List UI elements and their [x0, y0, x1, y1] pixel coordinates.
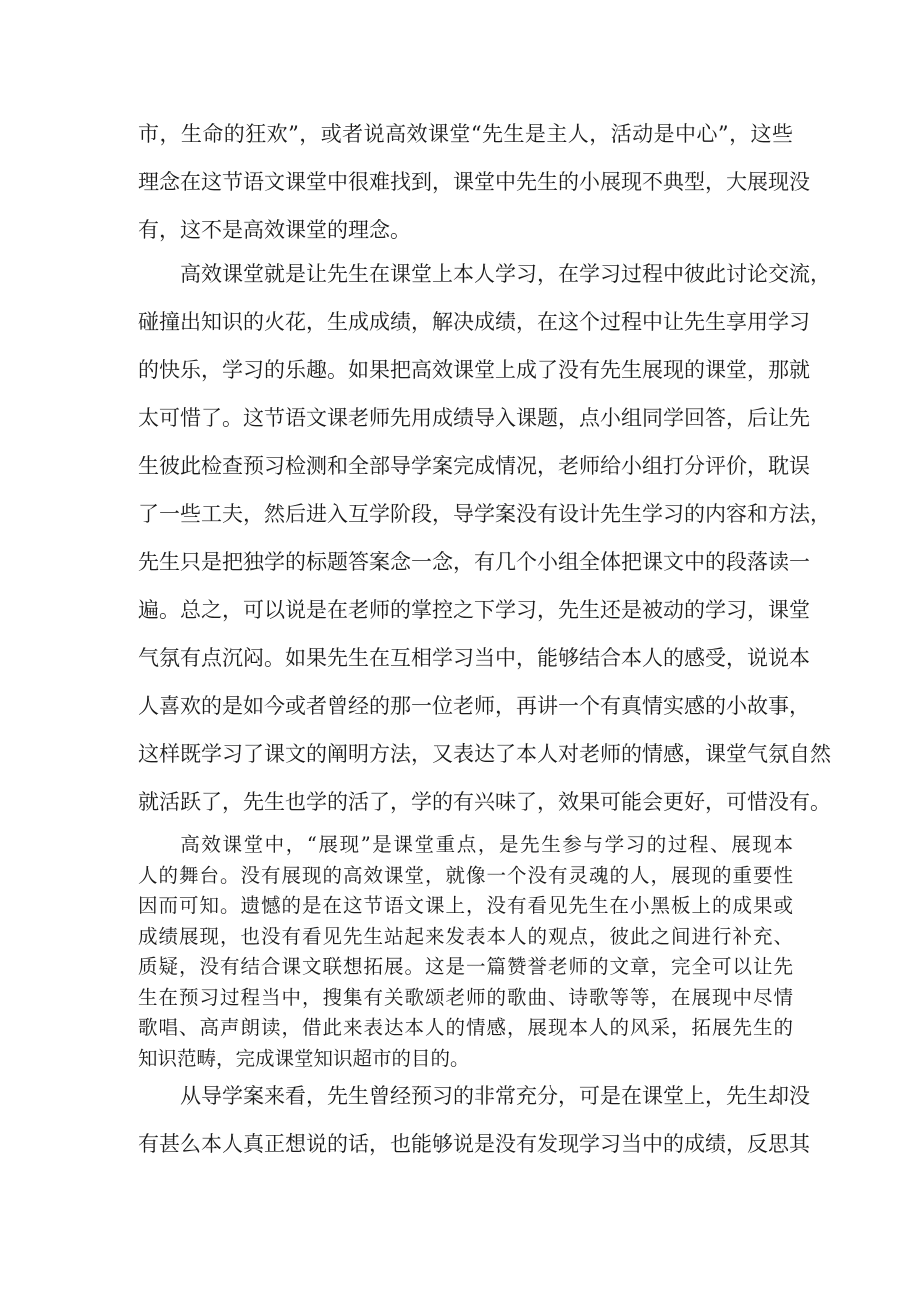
- text-line: 先生只是把独学的标题答案念一念，有几个小组全体把课文中的段落读一: [138, 550, 810, 574]
- text-line: 知识范畴，完成课堂知识超市的目的。: [138, 1046, 470, 1070]
- text-line: 遍。总之，可以说是在老师的掌控之下学习，先生还是被动的学习，课堂: [138, 598, 810, 622]
- text-line: 歌唱、高声朗读，借此来表达本人的情感，展现本人的风采，拓展先生的: [138, 1016, 793, 1039]
- text-line: 人喜欢的是如今或者曾经的那一位老师，再讲一个有真情实感的小故事，: [138, 694, 810, 718]
- text-line: 人的舞台。没有展现的高效课堂，就像一个没有灵魂的人，展现的重要性: [138, 863, 793, 887]
- text-line: 了一些工夫，然后进入互学阶段，导学案没有设计先生学习的内容和方法，: [138, 502, 831, 526]
- text-line: 就活跃了，先生也学的活了，学的有兴味了，效果可能会更好，可惜没有。: [138, 790, 831, 814]
- paragraph-3: [138, 830, 793, 1074]
- text-line: 成绩展现，也没有看见先生站起来发表本人的观点，彼此之间进行补充、: [138, 924, 793, 948]
- text-line: 有，这不是高效课堂的理念。: [138, 218, 411, 242]
- text-line: 生彼此检查预习检测和全部导学案完成情况，老师给小组打分评价，耽误: [138, 454, 810, 478]
- text-line: 的快乐，学习的乐趣。如果把高效课堂上成了没有先生展现的课堂，那就: [138, 358, 810, 382]
- text-line: 高效课堂中，“展现”是课堂重点，是先生参与学习的过程、展现本: [138, 833, 793, 856]
- text-line: 碰撞出知识的火花，生成成绩，解决成绩，在这个过程中让先生享用学习: [138, 310, 810, 334]
- text-line: 这样既学习了课文的阐明方法，又表达了本人对老师的情感，课堂气氛自然: [138, 742, 831, 766]
- text-line: 太可惜了。这节语文课老师先用成绩导入课题，点小组同学回答，后让先: [138, 406, 810, 430]
- text-line: 质疑，没有结合课文联想拓展。这是一篇赞誉老师的文章，完全可以让先: [138, 955, 793, 978]
- text-line: 从导学案来看，先生曾经预习的非常充分，可是在课堂上，先生却没: [138, 1084, 810, 1108]
- text-line: 生在预习过程当中，搜集有关歌颂老师的歌曲、诗歌等等，在展现中尽情: [138, 985, 793, 1009]
- text-line: 因而可知。遗憾的是在这节语文课上，没有看见先生在小黑板上的成果或: [138, 894, 793, 917]
- text-line: 理念在这节语文课堂中很难找到，课堂中先生的小展现不典型，大展现没: [138, 170, 810, 194]
- paragraph-2: [138, 250, 831, 826]
- text-line: 气氛有点沉闷。如果先生在互相学习当中，能够结合本人的感受，说说本: [138, 646, 810, 670]
- text-line: 高效课堂就是让先生在课堂上本人学习，在学习过程中彼此讨论交流，: [138, 262, 831, 286]
- paragraph-4: [138, 1072, 810, 1168]
- text-line: 市，生命的狂欢”，或者说高效课堂“先生是主人，活动是中心”，这些: [138, 122, 793, 146]
- paragraph-1: [138, 110, 810, 254]
- text-line: 有甚么本人真正想说的话，也能够说是没有发现学习当中的成绩，反思其: [138, 1132, 810, 1156]
